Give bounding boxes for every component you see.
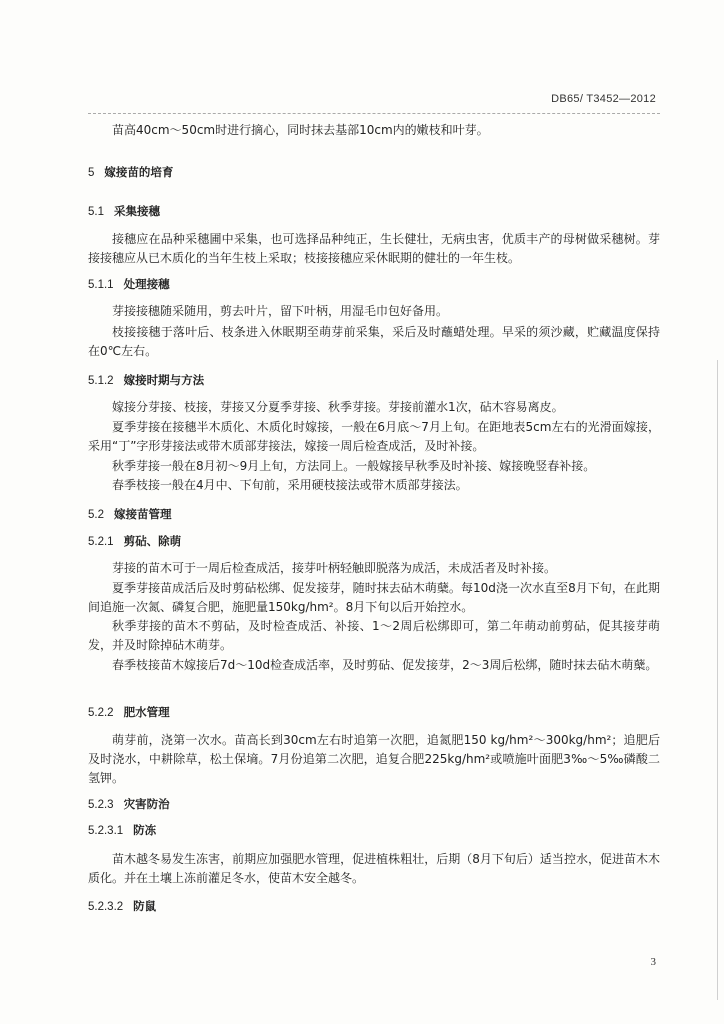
paragraph-5-1-1-a bbox=[88, 302, 660, 321]
section-heading-5-2-2 bbox=[88, 704, 660, 721]
paragraph-5-1-2-c bbox=[88, 457, 660, 476]
paragraph-5-1-2-d bbox=[88, 476, 660, 495]
paragraph-5-2-1-b bbox=[88, 579, 660, 617]
paragraph-text: 夏季芽接在接穗半木质化、木质化时嫁接，一般在6月底～7月上旬。在距地表5cm左右的光滑面嫁接，采用“丁”字形芽接法或带木质部芽接法，嫁接一周后检查成活，及时补接。 bbox=[88, 420, 660, 453]
section-title: 防鼠 bbox=[133, 899, 157, 913]
section-title: 肥水管理 bbox=[123, 705, 170, 719]
paragraph-text: 枝接接穗于落叶后、枝条进入休眠期至萌芽前采集，采后及时蘸蜡处理。早采的须沙藏，贮藏温度保持在0℃左右。 bbox=[88, 325, 660, 358]
paragraph-text: 苗木越冬易发生冻害，前期应加强肥水管理，促进植株粗壮，后期（8月下旬后）适当控水，促进苗木木质化。并在土壤上冻前灌足冬水，使苗木安全越冬。 bbox=[88, 852, 660, 885]
paragraph-text: 秋季芽接的苗木不剪砧，及时检查成活、补接、1～2周后松绑即可，第二年萌动前剪砧，促其接芽萌发，并及时除掉砧木萌芽。 bbox=[88, 619, 660, 652]
section-title: 处理接穗 bbox=[123, 277, 170, 291]
section-heading-5-2-3 bbox=[88, 796, 660, 813]
section-heading-5-2-1 bbox=[88, 533, 660, 550]
section-heading-5-2-3-1 bbox=[88, 822, 660, 839]
section-number: 5.1.1 bbox=[88, 279, 114, 291]
section-title: 灾害防治 bbox=[123, 797, 170, 811]
paragraph-5-1-2-b bbox=[88, 418, 660, 456]
paragraph-text: 嫁接分芽接、枝接，芽接又分夏季芽接、秋季芽接。芽接前灌水1次，砧木容易离皮。 bbox=[112, 400, 564, 414]
section-number: 5.2.3.2 bbox=[88, 901, 124, 913]
section-heading-5-2-3-2 bbox=[88, 898, 660, 915]
paragraph-text: 接穗应在品种采穗圃中采集，也可选择品种纯正，生长健壮，无病虫害，优质丰产的母树做采穗树。芽接接穗应从已木质化的当年生枝上采取；枝接接穗应采休眠期的健壮的一年生枝。 bbox=[88, 232, 660, 265]
section-number: 5.2.3.1 bbox=[88, 825, 124, 837]
section-heading-5-2 bbox=[88, 506, 660, 523]
page-edge-line bbox=[717, 360, 718, 1000]
paragraph-5-2-3-1 bbox=[88, 850, 660, 888]
paragraph-text: 春季枝接一般在4月中、下旬前，采用硬枝接法或带木质部芽接法。 bbox=[112, 478, 468, 492]
page-number: 3 bbox=[650, 956, 656, 968]
section-heading-5-1 bbox=[88, 203, 660, 220]
section-heading-5-1-1 bbox=[88, 276, 660, 293]
section-title: 防冻 bbox=[133, 823, 157, 837]
section-title: 采集接穗 bbox=[114, 204, 160, 218]
section-title: 剪砧、除萌 bbox=[123, 534, 182, 548]
paragraph-5-2-2 bbox=[88, 731, 660, 788]
section-number: 5.1 bbox=[88, 206, 104, 218]
section-number: 5.1.2 bbox=[88, 375, 114, 387]
section-title: 嫁接苗的培育 bbox=[104, 165, 174, 179]
paragraph-text: 芽接的苗木可于一周后检查成活，接芽叶柄轻触即脱落为成活，未成活者及时补接。 bbox=[112, 561, 557, 575]
section-number: 5 bbox=[88, 167, 95, 179]
paragraph-5-1-2-a bbox=[88, 398, 660, 417]
paragraph-5-1 bbox=[88, 230, 660, 268]
section-number: 5.2.1 bbox=[88, 536, 114, 548]
paragraph-5-1-1-b bbox=[88, 323, 660, 361]
section-heading-5-1-2 bbox=[88, 372, 660, 389]
paragraph-5-2-1-d bbox=[88, 656, 660, 675]
paragraph-text: 春季枝接苗木嫁接后7d～10d检查成活率，及时剪砧、促发接芽，2～3周后松绑，随时抹去砧木萌蘖。 bbox=[112, 658, 658, 672]
paragraph-text: 萌芽前，浇第一次水。苗高长到30cm左右时追第一次肥，追氮肥150 kg/hm²～300kg/hm²；追肥后及时浇水，中耕除草，松土保墒。7月份追第二次肥，追复合肥225kg/hm²或喷施叶面肥3‰～5‰磷酸二氢钾。 bbox=[88, 733, 660, 785]
section-title: 嫁接苗管理 bbox=[114, 507, 172, 521]
paragraph-text: 芽接接穗随采随用，剪去叶片，留下叶柄，用湿毛巾包好备用。 bbox=[112, 304, 449, 318]
paragraph-5-2-1-a bbox=[88, 559, 660, 578]
paragraph-text: 苗高40cm～50cm时进行摘心，同时抹去基部10cm内的嫩枝和叶芽。 bbox=[112, 123, 489, 137]
section-heading-5 bbox=[88, 164, 660, 181]
paragraph-text: 夏季芽接苗成活后及时剪砧松绑、促发接芽，随时抹去砧木萌蘖。每10d浇一次水直至8月下旬，在此期间追施一次氮、磷复合肥，施肥量150kg/hm²。8月下旬以后开始控水。 bbox=[88, 581, 660, 614]
paragraph-5-2-1-c bbox=[88, 617, 660, 655]
section-title: 嫁接时期与方法 bbox=[123, 373, 205, 387]
standard-code: DB65/ T3452—2012 bbox=[551, 93, 656, 105]
header-divider bbox=[88, 113, 660, 114]
paragraph-text: 秋季芽接一般在8月初～9月上旬，方法同上。一般嫁接早秋季及时补接、嫁接晚竖春补接。 bbox=[112, 459, 596, 473]
section-number: 5.2.3 bbox=[88, 799, 114, 811]
section-number: 5.2 bbox=[88, 509, 104, 521]
section-number: 5.2.2 bbox=[88, 707, 114, 719]
paragraph-intro bbox=[88, 121, 660, 140]
